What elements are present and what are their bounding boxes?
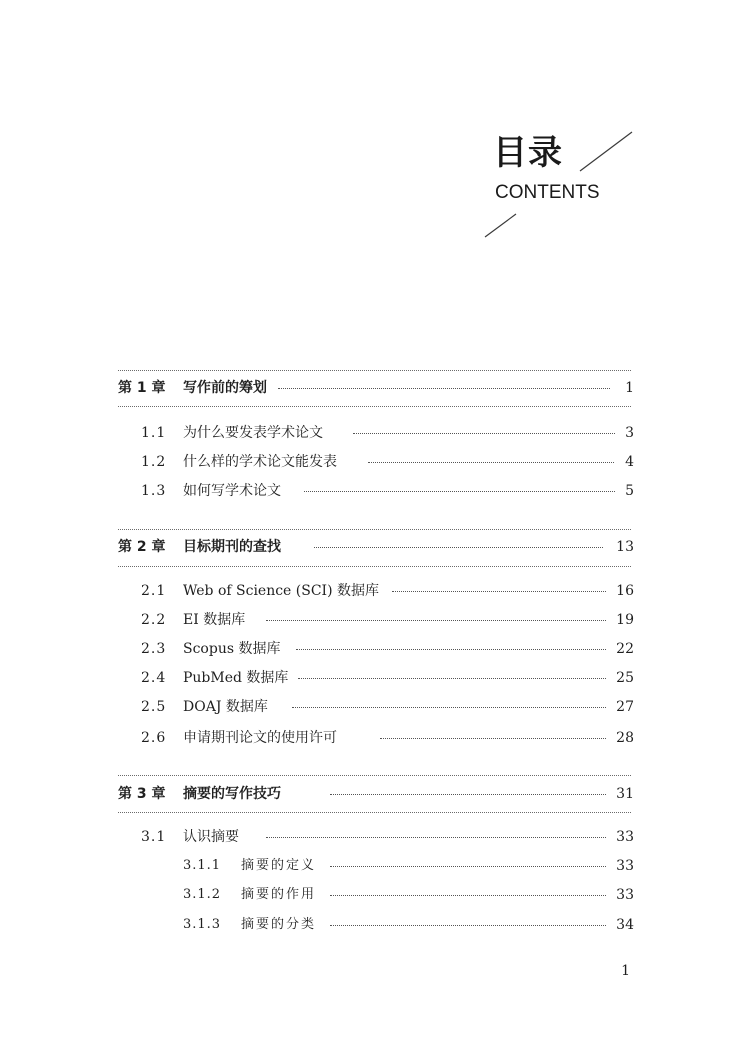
chapter-title: 摘要的写作技巧: [183, 786, 281, 802]
page-number: 28: [616, 730, 634, 746]
chapter-divider-bottom: [118, 566, 631, 567]
section-number: 1.3: [141, 483, 167, 499]
page-number: 33: [616, 887, 634, 903]
chapter-title: 写作前的筹划: [183, 380, 267, 396]
page-number: 33: [616, 829, 634, 845]
section-row-3-1[interactable]: [0, 826, 750, 848]
page-number: 19: [616, 612, 634, 628]
page-number: 13: [616, 539, 634, 555]
toc-subtitle: CONTENTS: [495, 182, 600, 203]
page-number: 22: [616, 641, 634, 657]
chapter-divider-bottom: [118, 812, 631, 813]
dot-leader: [298, 678, 606, 679]
section-title: 申请期刊论文的使用许可: [183, 730, 337, 746]
subsection-title: 摘要的作用: [241, 887, 317, 902]
section-number: 2.5: [141, 699, 167, 715]
section-title: PubMed 数据库: [183, 670, 289, 686]
section-title: 认识摘要: [183, 829, 239, 845]
section-number: 2.1: [141, 583, 167, 599]
section-row-2-1[interactable]: [0, 580, 750, 602]
section-number: 2.4: [141, 670, 167, 686]
chapter-row-3[interactable]: [0, 783, 750, 805]
section-row-1-2[interactable]: [0, 451, 750, 473]
folio-page-number: 1: [621, 963, 630, 979]
chapter-number: 第 1 章: [118, 380, 166, 396]
page-number: 25: [616, 670, 634, 686]
chapter-divider-top: [118, 775, 631, 776]
section-row-1-3[interactable]: [0, 480, 750, 502]
section-number: 1.2: [141, 454, 167, 470]
subsection-number: 3.1.3: [183, 917, 222, 932]
section-row-2-2[interactable]: [0, 609, 750, 631]
section-title: Web of Science (SCI) 数据库: [183, 583, 379, 599]
decorative-slash-lower: [485, 214, 516, 237]
dot-leader: [392, 591, 606, 592]
page-number: 4: [625, 454, 634, 470]
section-number: 3.1: [141, 829, 167, 845]
chapter-title: 目标期刊的查找: [183, 539, 281, 555]
chapter-row-1[interactable]: [0, 377, 750, 399]
subsection-number: 3.1.1: [183, 858, 222, 873]
page-number: 31: [616, 786, 634, 802]
dot-leader: [380, 738, 606, 739]
section-number: 2.2: [141, 612, 167, 628]
dot-leader: [330, 895, 606, 896]
title-decoration: [0, 0, 750, 260]
chapter-number: 第 2 章: [118, 539, 166, 555]
dot-leader: [292, 707, 606, 708]
page-number: 34: [616, 917, 634, 933]
subsection-number: 3.1.2: [183, 887, 222, 902]
page-number: 5: [625, 483, 634, 499]
section-row-2-3[interactable]: [0, 638, 750, 660]
subsection-row-3-1-2[interactable]: [0, 884, 750, 906]
section-title: EI 数据库: [183, 612, 246, 628]
subsection-title: 摘要的定义: [241, 858, 317, 873]
chapter-divider-top: [118, 529, 631, 530]
subsection-row-3-1-1[interactable]: [0, 855, 750, 877]
dot-leader: [266, 837, 606, 838]
toc-title: 目录: [493, 133, 563, 173]
chapter-divider-top: [118, 370, 631, 371]
page-number: 27: [616, 699, 634, 715]
page-number: 1: [625, 380, 634, 396]
section-number: 1.1: [141, 425, 167, 441]
dot-leader: [304, 491, 615, 492]
chapter-row-2[interactable]: [0, 536, 750, 558]
section-number: 2.6: [141, 730, 167, 746]
dot-leader: [296, 649, 606, 650]
section-row-2-5[interactable]: [0, 696, 750, 718]
section-row-2-4[interactable]: [0, 667, 750, 689]
section-title: DOAJ 数据库: [183, 699, 268, 715]
section-title: 如何写学术论文: [183, 483, 281, 499]
subsection-title: 摘要的分类: [241, 917, 317, 932]
page-number: 16: [616, 583, 634, 599]
dot-leader: [278, 388, 610, 389]
section-title: Scopus 数据库: [183, 641, 281, 657]
section-row-1-1[interactable]: [0, 422, 750, 444]
dot-leader: [330, 866, 606, 867]
chapter-divider-bottom: [118, 406, 631, 407]
decorative-slash-upper: [580, 132, 632, 171]
dot-leader: [353, 433, 615, 434]
section-title: 为什么要发表学术论文: [183, 425, 323, 441]
dot-leader: [330, 925, 606, 926]
subsection-row-3-1-3[interactable]: [0, 914, 750, 936]
page-number: 3: [625, 425, 634, 441]
section-number: 2.3: [141, 641, 167, 657]
dot-leader: [330, 794, 606, 795]
dot-leader: [266, 620, 606, 621]
section-title: 什么样的学术论文能发表: [183, 454, 337, 470]
dot-leader: [368, 462, 614, 463]
dot-leader: [314, 547, 603, 548]
section-row-2-6[interactable]: [0, 727, 750, 749]
chapter-number: 第 3 章: [118, 786, 166, 802]
page-number: 33: [616, 858, 634, 874]
